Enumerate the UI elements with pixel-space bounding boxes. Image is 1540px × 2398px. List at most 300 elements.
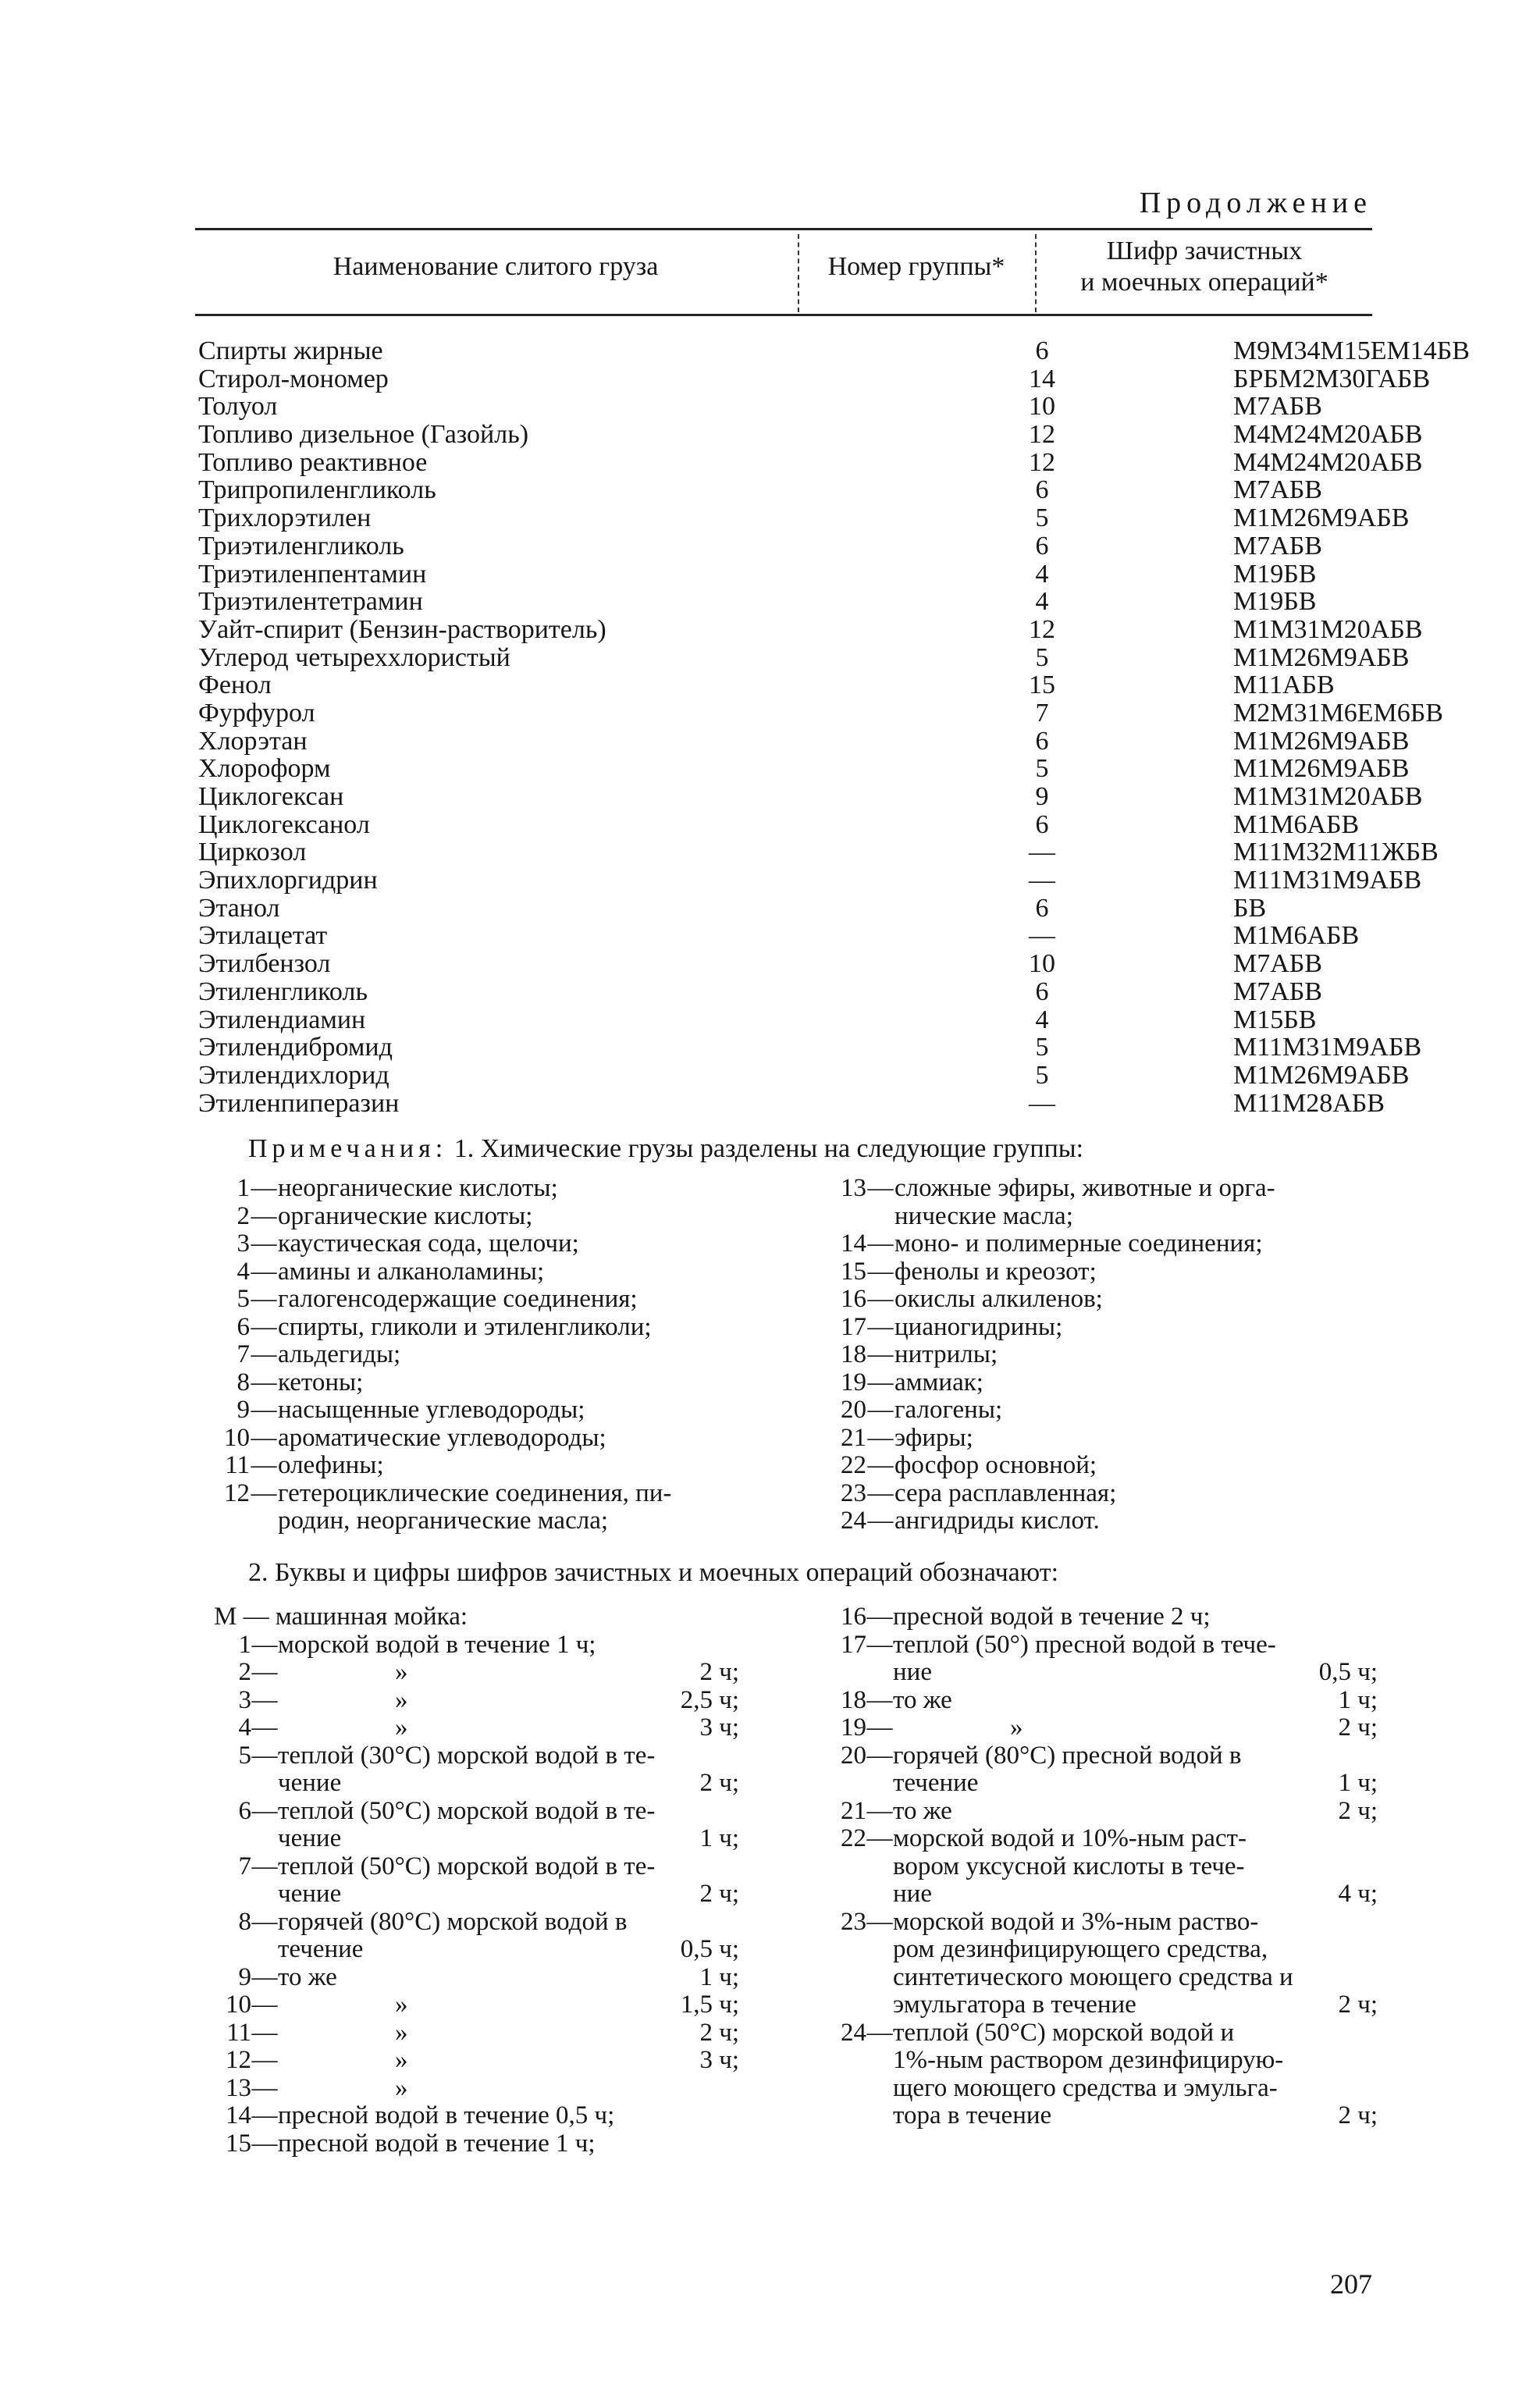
item-text: галогены; bbox=[894, 1396, 1003, 1424]
cell-group-number: 10 bbox=[1029, 392, 1055, 422]
item-number: 22 bbox=[841, 1824, 866, 1852]
item-body bbox=[278, 1631, 739, 1660]
list-item bbox=[205, 1742, 739, 1770]
column-header-group: Номер группы* bbox=[827, 252, 1005, 281]
item-number: 19 bbox=[841, 1713, 866, 1742]
item-dash: — bbox=[251, 1630, 278, 1659]
cell-substance-name: Триэтиленпентамин bbox=[198, 559, 427, 589]
cell-group-number: — bbox=[1029, 866, 1055, 895]
item-number: 19 bbox=[841, 1368, 866, 1396]
item-text: галогенсодержащие соединения; bbox=[278, 1285, 638, 1313]
table-row bbox=[195, 838, 1439, 867]
item-body bbox=[893, 1770, 1378, 1798]
list-item bbox=[205, 1853, 739, 1881]
item-dash: — bbox=[251, 1229, 277, 1258]
list-item bbox=[205, 1286, 766, 1314]
table-row bbox=[195, 476, 1372, 504]
item-dash: — bbox=[251, 2018, 278, 2047]
item-number: 3 bbox=[238, 1685, 251, 1714]
table-row bbox=[195, 1033, 1422, 1062]
item-text: » bbox=[395, 1658, 408, 1686]
item-dash: — bbox=[251, 1201, 277, 1230]
item-dash: — bbox=[867, 1451, 894, 1479]
item-number bbox=[205, 1936, 251, 1964]
cell-group-number: 4 bbox=[1035, 559, 1049, 589]
item-body bbox=[893, 1631, 1378, 1660]
item-dash: — bbox=[251, 1658, 278, 1686]
codes-intro: М — машинная мойка: bbox=[214, 1603, 468, 1631]
cell-substance-name: Триэтилентетрамин bbox=[198, 587, 423, 617]
groups-list-right bbox=[821, 1175, 1375, 1535]
table-row bbox=[195, 503, 1410, 533]
item-number: 3 bbox=[237, 1229, 250, 1258]
item-text: окислы алкиленов; bbox=[894, 1285, 1103, 1313]
table-row bbox=[195, 978, 1372, 1006]
item-number: 2 bbox=[238, 1658, 251, 1686]
list-item bbox=[820, 1936, 1378, 1964]
cell-substance-name: Фурфурол bbox=[198, 698, 315, 728]
item-text: альдегиды; bbox=[278, 1340, 401, 1368]
item-dash: — bbox=[867, 1423, 894, 1452]
item-dash bbox=[251, 1936, 278, 1964]
list-item bbox=[820, 2075, 1378, 2103]
item-body bbox=[893, 1687, 1378, 1715]
item-body bbox=[893, 1714, 1378, 1742]
item-text: морской водой и 10%-ным раст- bbox=[893, 1824, 1247, 1852]
item-number: 18 bbox=[841, 1340, 866, 1368]
item-number: 23 bbox=[841, 1478, 866, 1507]
item-dash: — bbox=[251, 1478, 277, 1507]
cell-group-number: 5 bbox=[1035, 754, 1049, 784]
cell-substance-name: Циклогексанол bbox=[198, 809, 370, 839]
cell-operation-code: М11М31М9АБВ bbox=[1233, 866, 1422, 895]
item-number: 15 bbox=[226, 2129, 251, 2158]
item-number bbox=[821, 1203, 866, 1231]
item-dash: — bbox=[866, 1796, 893, 1825]
cell-operation-code: М7АБВ bbox=[1233, 949, 1322, 979]
cell-substance-name: Этилендихлорид bbox=[198, 1060, 389, 1090]
item-body bbox=[893, 1909, 1378, 1937]
item-dash bbox=[866, 1880, 893, 1909]
cell-substance-name: Фенол bbox=[198, 671, 272, 700]
list-item bbox=[205, 1659, 739, 1687]
cell-operation-code: М11АБВ bbox=[1233, 671, 1335, 700]
item-text: сложные эфиры, животные и орга- bbox=[894, 1174, 1275, 1202]
table-header-rule bbox=[195, 314, 1372, 316]
list-item bbox=[821, 1230, 1375, 1258]
column-header-code-line1: Шифр зачистных bbox=[1106, 237, 1303, 265]
item-number: 18 bbox=[841, 1685, 866, 1714]
item-text: пресной водой в течение 2 ч; bbox=[893, 1603, 1211, 1631]
cell-operation-code: М1М26М9АБВ bbox=[1233, 1060, 1410, 1090]
list-item bbox=[820, 1631, 1378, 1660]
item-dash: — bbox=[866, 1630, 893, 1659]
item-body bbox=[893, 1880, 1378, 1909]
item-body bbox=[893, 1853, 1378, 1881]
item-dash: — bbox=[867, 1312, 894, 1341]
item-number: 15 bbox=[841, 1257, 866, 1286]
item-number: 5 bbox=[238, 1741, 251, 1770]
item-number: 16 bbox=[841, 1603, 866, 1631]
item-number: 21 bbox=[841, 1423, 866, 1452]
item-dash: — bbox=[251, 2129, 278, 2158]
item-body bbox=[278, 1687, 739, 1715]
list-item bbox=[821, 1175, 1375, 1203]
list-item bbox=[821, 1258, 1375, 1286]
item-text: » bbox=[395, 2018, 408, 2047]
item-number: 6 bbox=[238, 1796, 251, 1825]
cell-group-number: — bbox=[1029, 921, 1055, 951]
list-item bbox=[205, 1770, 739, 1798]
table-row bbox=[195, 532, 1372, 560]
item-duration: 1,5 ч; bbox=[680, 1991, 739, 2019]
cell-operation-code: М1М26М9АБВ bbox=[1233, 754, 1410, 784]
item-dash: — bbox=[251, 1423, 277, 1452]
list-item bbox=[820, 1798, 1378, 1826]
item-text: пресной водой в течение 1 ч; bbox=[278, 2129, 596, 2158]
table-row bbox=[195, 364, 1431, 393]
item-dash: — bbox=[251, 1713, 278, 1742]
item-duration: 1 ч; bbox=[1338, 1685, 1378, 1714]
item-dash bbox=[866, 1770, 893, 1798]
cell-operation-code: М19БВ bbox=[1233, 587, 1317, 617]
item-dash: — bbox=[251, 1257, 277, 1286]
list-item bbox=[205, 2102, 739, 2130]
list-item bbox=[205, 1341, 766, 1369]
item-number: 4 bbox=[237, 1257, 250, 1286]
item-body bbox=[278, 1659, 739, 1687]
cell-substance-name: Этилацетат bbox=[198, 921, 328, 951]
item-text: » bbox=[1010, 1713, 1023, 1742]
cell-group-number: 6 bbox=[1035, 726, 1049, 756]
item-duration: 2 ч; bbox=[1338, 2101, 1378, 2129]
cell-substance-name: Этиленпиперазин bbox=[198, 1088, 400, 1118]
cell-substance-name: Хлорэтан bbox=[198, 726, 308, 756]
item-text: течение bbox=[893, 1769, 979, 1797]
table-row bbox=[195, 671, 1372, 699]
item-text: пресной водой в течение 0,5 ч; bbox=[278, 2101, 615, 2129]
list-item bbox=[205, 2019, 739, 2048]
cell-operation-code: М7АБВ bbox=[1233, 392, 1322, 422]
item-dash: — bbox=[251, 2101, 278, 2129]
list-item bbox=[205, 1991, 739, 2019]
item-number: 10 bbox=[226, 1991, 251, 2019]
list-item bbox=[205, 1369, 766, 1397]
item-number: 21 bbox=[841, 1796, 866, 1825]
list-item bbox=[820, 1714, 1378, 1742]
item-duration: 2 ч; bbox=[699, 1769, 739, 1797]
item-text: фенолы и креозот; bbox=[894, 1257, 1097, 1286]
item-number: 11 bbox=[225, 1451, 250, 1479]
item-dash: — bbox=[251, 1796, 278, 1825]
item-number: 6 bbox=[237, 1312, 250, 1341]
list-item bbox=[205, 1798, 739, 1826]
item-duration: 3 ч; bbox=[699, 2046, 739, 2074]
list-item bbox=[820, 2102, 1378, 2130]
column-header-code bbox=[1037, 236, 1372, 298]
item-body bbox=[893, 1825, 1378, 1853]
item-body bbox=[278, 1991, 739, 2019]
cell-substance-name: Трихлорэтилен bbox=[198, 503, 372, 533]
item-text: нитрилы; bbox=[894, 1340, 998, 1368]
item-number: 9 bbox=[238, 1962, 251, 1991]
cell-operation-code: М19БВ bbox=[1233, 559, 1317, 589]
item-text: щего моющего средства и эмульга- bbox=[893, 2073, 1278, 2102]
item-text: 1%-ным раствором дезинфицирую- bbox=[893, 2046, 1284, 2074]
item-text: » bbox=[395, 1685, 408, 1714]
cell-group-number: 6 bbox=[1035, 475, 1049, 505]
item-text: морской водой и 3%-ным раство- bbox=[893, 1907, 1259, 1936]
item-dash: — bbox=[867, 1368, 894, 1396]
item-dash bbox=[866, 1659, 893, 1687]
list-item bbox=[821, 1480, 1375, 1508]
cell-group-number: 6 bbox=[1035, 893, 1049, 923]
list-item bbox=[820, 2019, 1378, 2048]
item-text: гетероциклические соединения, пи- bbox=[278, 1478, 672, 1507]
table-row bbox=[195, 614, 1423, 644]
item-text: » bbox=[395, 2073, 408, 2102]
list-item bbox=[821, 1369, 1375, 1397]
item-dash: — bbox=[866, 1603, 893, 1631]
list-item bbox=[820, 1964, 1378, 1992]
cell-operation-code: М1М26М9АБВ bbox=[1233, 642, 1410, 672]
cell-substance-name: Стирол-мономер bbox=[198, 364, 389, 393]
list-item bbox=[820, 1742, 1378, 1770]
item-number: 8 bbox=[237, 1368, 250, 1396]
item-dash: — bbox=[251, 1340, 277, 1368]
item-number bbox=[820, 2075, 866, 2103]
note-1-text: 1. Химические грузы разделены на следующие группы: bbox=[453, 1134, 1084, 1163]
item-body bbox=[278, 1770, 739, 1798]
cell-substance-name: Циклогексан bbox=[198, 782, 344, 811]
cell-group-number: 4 bbox=[1035, 587, 1049, 617]
item-dash: — bbox=[866, 1824, 893, 1852]
item-number: 24 bbox=[841, 2018, 866, 2047]
table-row bbox=[195, 642, 1410, 672]
list-item bbox=[820, 1853, 1378, 1881]
cell-operation-code: БРБМ2М30ГАБВ bbox=[1233, 364, 1431, 393]
cell-operation-code: М7АБВ bbox=[1233, 531, 1322, 560]
item-number: 23 bbox=[841, 1907, 866, 1936]
item-number: 17 bbox=[841, 1312, 866, 1341]
cell-group-number: 10 bbox=[1029, 949, 1055, 979]
item-text: насыщенные углеводороды; bbox=[278, 1396, 585, 1424]
cell-group-number: 12 bbox=[1029, 420, 1055, 450]
item-number: 13 bbox=[226, 2073, 251, 2102]
item-text: теплой (50°) пресной водой в тече- bbox=[893, 1630, 1276, 1659]
table-row bbox=[195, 420, 1423, 450]
cell-substance-name: Этиленгликоль bbox=[198, 977, 368, 1006]
item-dash: — bbox=[867, 1174, 894, 1202]
item-dash bbox=[866, 2102, 893, 2130]
cell-substance-name: Углерод четыреххлористый bbox=[198, 642, 510, 672]
item-number: 9 bbox=[237, 1396, 250, 1424]
item-body bbox=[893, 2019, 1378, 2048]
table-row bbox=[195, 950, 1372, 978]
list-item bbox=[820, 1909, 1378, 1937]
item-text: синтетического моющего средства и bbox=[893, 1962, 1293, 1991]
item-body bbox=[893, 1964, 1378, 1992]
list-item bbox=[820, 1687, 1378, 1715]
item-text: ром дезинфицирующего средства, bbox=[893, 1935, 1268, 1963]
item-text: неорганические кислоты; bbox=[278, 1174, 558, 1202]
cell-substance-name: Трипропиленгликоль bbox=[198, 475, 436, 505]
cell-substance-name: Топливо реактивное bbox=[198, 447, 428, 477]
item-duration: 1 ч; bbox=[699, 1962, 739, 1991]
item-text: аммиак; bbox=[894, 1368, 983, 1396]
cell-substance-name: Циркозол bbox=[198, 838, 307, 867]
list-item bbox=[820, 2047, 1378, 2075]
column-header-code-line2: и моечных операций* bbox=[1080, 268, 1328, 297]
item-duration: 0,5 ч; bbox=[680, 1935, 739, 1963]
list-item bbox=[820, 1659, 1378, 1687]
cell-group-number: 12 bbox=[1029, 614, 1055, 644]
item-number: 13 bbox=[841, 1174, 866, 1202]
item-body bbox=[893, 2047, 1378, 2075]
item-dash bbox=[866, 1203, 894, 1231]
item-number bbox=[820, 1964, 866, 1992]
list-item bbox=[820, 1603, 1378, 1631]
item-text: теплой (50°С) морской водой в те- bbox=[278, 1852, 656, 1880]
item-dash: — bbox=[251, 1312, 277, 1341]
item-body bbox=[278, 1909, 739, 1937]
item-dash bbox=[251, 1825, 278, 1853]
item-dash: — bbox=[251, 2046, 278, 2074]
list-item bbox=[205, 1314, 766, 1342]
cell-operation-code: М7АБВ bbox=[1233, 475, 1322, 505]
item-body bbox=[278, 1714, 739, 1742]
table-row bbox=[195, 560, 1372, 589]
list-item bbox=[205, 1425, 766, 1453]
list-item bbox=[821, 1507, 1375, 1535]
item-text: спирты, гликоли и этиленгликоли; bbox=[278, 1312, 652, 1341]
item-dash: — bbox=[867, 1396, 894, 1424]
cell-group-number: — bbox=[1029, 1088, 1055, 1118]
table-row bbox=[195, 698, 1443, 728]
item-dash: — bbox=[251, 1852, 278, 1880]
list-item bbox=[821, 1314, 1375, 1342]
table-row bbox=[195, 1088, 1385, 1118]
table-row bbox=[195, 922, 1372, 950]
cell-group-number: 5 bbox=[1035, 1033, 1049, 1062]
item-text: » bbox=[395, 1713, 408, 1742]
list-item bbox=[205, 2047, 739, 2075]
item-number: 4 bbox=[238, 1713, 251, 1742]
item-dash: — bbox=[251, 1174, 277, 1202]
cell-operation-code: М9М34М15ЕМ14БВ bbox=[1233, 336, 1470, 365]
item-number: 12 bbox=[226, 2046, 251, 2074]
codes-list-left bbox=[205, 1603, 739, 2158]
item-number: 7 bbox=[237, 1340, 250, 1368]
cell-substance-name: Спирты жирные bbox=[198, 336, 383, 365]
list-item bbox=[205, 1452, 766, 1480]
item-number: 20 bbox=[841, 1396, 866, 1424]
item-number: 5 bbox=[237, 1285, 250, 1313]
item-number: 16 bbox=[841, 1285, 866, 1313]
item-dash bbox=[866, 2047, 893, 2075]
cell-substance-name: Толуол bbox=[198, 392, 278, 422]
codes-list-right bbox=[820, 1603, 1378, 2130]
item-duration: 1 ч; bbox=[1338, 1769, 1378, 1797]
cell-operation-code: М11М32М11ЖБВ bbox=[1233, 838, 1439, 867]
item-number: 17 bbox=[841, 1630, 866, 1659]
item-number bbox=[820, 1853, 866, 1881]
item-dash bbox=[251, 1880, 278, 1909]
item-body bbox=[893, 1798, 1378, 1826]
item-body bbox=[893, 2102, 1378, 2130]
item-number bbox=[205, 1880, 251, 1909]
item-body bbox=[278, 1853, 739, 1881]
item-number: 7 bbox=[238, 1852, 251, 1880]
item-dash bbox=[866, 1991, 893, 2019]
cell-substance-name: Уайт-спирит (Бензин-растворитель) bbox=[198, 614, 606, 644]
list-item bbox=[820, 1770, 1378, 1798]
item-dash: — bbox=[866, 1907, 893, 1936]
item-dash: — bbox=[251, 1368, 277, 1396]
table-row bbox=[195, 811, 1372, 839]
column-header-name: Наименование слитого груза bbox=[333, 252, 659, 281]
item-number: 1 bbox=[238, 1630, 251, 1659]
item-number: 14 bbox=[226, 2101, 251, 2129]
cell-group-number: 9 bbox=[1035, 782, 1049, 811]
cell-operation-code: М1М6АБВ bbox=[1233, 921, 1360, 951]
item-text: фосфор основной; bbox=[894, 1451, 1097, 1479]
item-dash bbox=[866, 2075, 893, 2103]
list-item bbox=[205, 1936, 739, 1964]
item-duration: 4 ч; bbox=[1338, 1880, 1378, 1908]
cell-group-number: 12 bbox=[1029, 447, 1055, 477]
item-duration: 2 ч; bbox=[699, 1880, 739, 1908]
list-item bbox=[205, 1880, 739, 1909]
list-item bbox=[205, 2130, 739, 2158]
item-dash: — bbox=[867, 1229, 894, 1258]
item-body bbox=[893, 1742, 1378, 1770]
item-duration: 1 ч; bbox=[699, 1824, 739, 1852]
list-item bbox=[820, 1825, 1378, 1853]
table-top-rule bbox=[195, 228, 1372, 230]
table-row bbox=[195, 726, 1410, 756]
list-item bbox=[205, 1175, 766, 1203]
cell-operation-code: М1М6АБВ bbox=[1233, 809, 1360, 839]
cell-group-number: — bbox=[1029, 838, 1055, 867]
item-dash: — bbox=[251, 2073, 278, 2102]
table-row bbox=[195, 866, 1422, 895]
item-duration: 2,5 ч; bbox=[680, 1685, 739, 1714]
item-number: 1 bbox=[237, 1174, 250, 1202]
list-item bbox=[205, 1480, 766, 1508]
cell-group-number: 5 bbox=[1035, 1060, 1049, 1090]
list-item bbox=[205, 1230, 766, 1258]
item-number bbox=[820, 1880, 866, 1909]
item-dash: — bbox=[867, 1285, 894, 1313]
item-duration: 3 ч; bbox=[699, 1713, 739, 1742]
notes-label: Примечания: bbox=[248, 1134, 448, 1163]
item-text: ние bbox=[893, 1658, 932, 1686]
item-text: органические кислоты; bbox=[278, 1201, 533, 1230]
table-row bbox=[195, 1006, 1372, 1034]
cell-group-number: 5 bbox=[1035, 503, 1049, 533]
cell-operation-code: М4М24М20АБВ bbox=[1233, 420, 1423, 450]
item-text: ангидриды кислот. bbox=[894, 1507, 1100, 1535]
item-body bbox=[893, 2075, 1378, 2103]
cell-operation-code: М15БВ bbox=[1233, 1005, 1317, 1034]
item-text: » bbox=[395, 1991, 408, 2019]
item-body bbox=[278, 1964, 739, 1992]
cell-group-number: 6 bbox=[1035, 809, 1049, 839]
cell-substance-name: Этилендибромид bbox=[198, 1033, 393, 1062]
table-row bbox=[195, 754, 1410, 784]
item-text: горячей (80°С) пресной водой в bbox=[893, 1741, 1242, 1770]
